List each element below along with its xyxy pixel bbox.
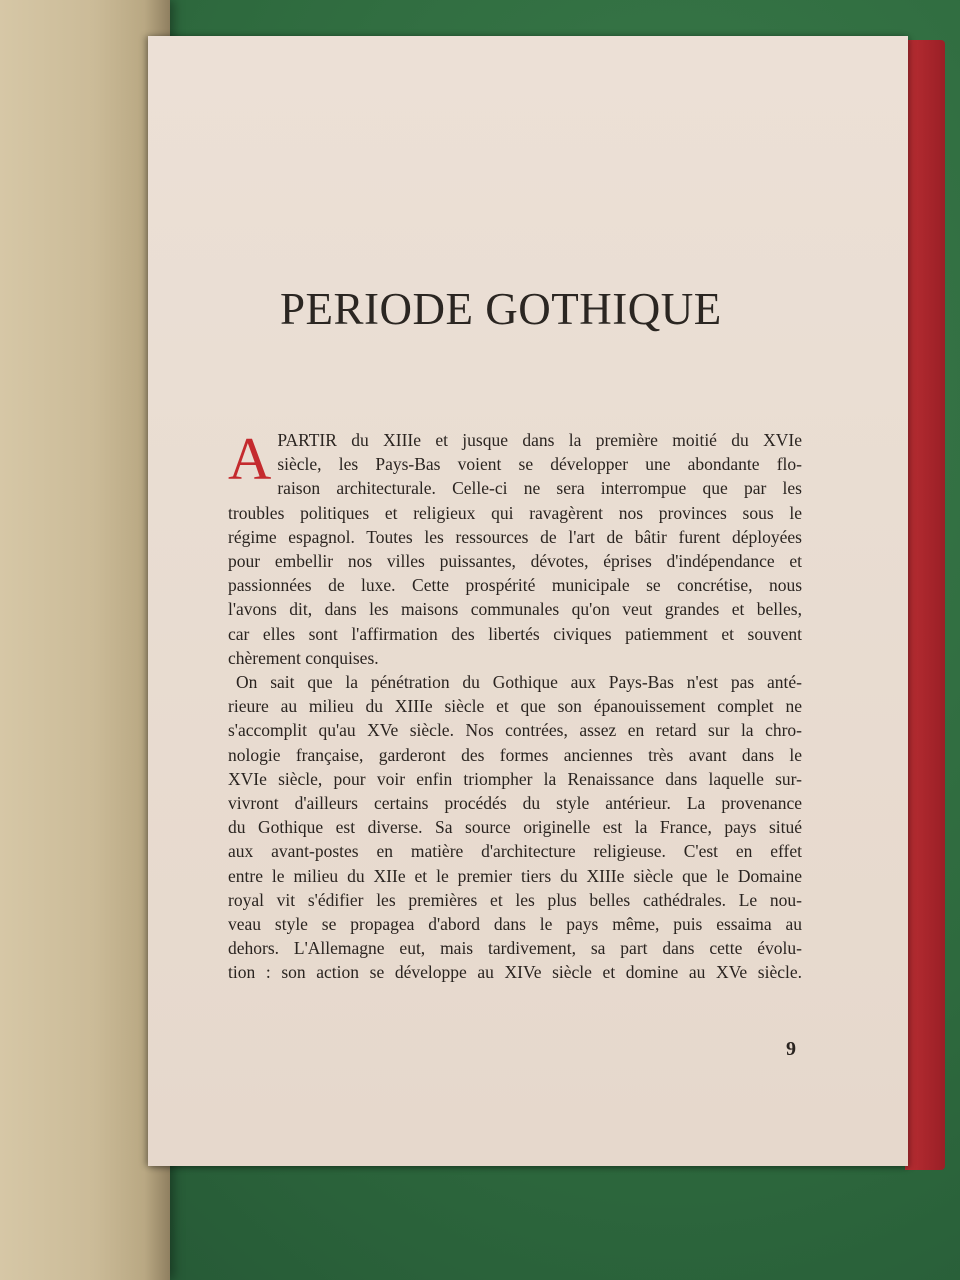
text-line: régime espagnol. Toutes les ressources de l'art de bâtir furent déployées	[228, 526, 802, 547]
text-line: chèrement conquises.	[228, 647, 379, 668]
book-cover-edge	[905, 40, 945, 1170]
text-line: dehors. L'Allemagne eut, mais tardivement, sa part dans cette évolu-	[228, 938, 802, 959]
text-line: l'avons dit, dans les maisons communales qu'on veut grandes et belles,	[228, 599, 802, 620]
text-line: du Gothique est diverse. Sa source originelle est la France, pays situé	[228, 817, 802, 838]
page-number: 9	[786, 1038, 796, 1060]
text-line: car elles sont l'affirmation des libertés civiques patiemment et souvent	[228, 623, 802, 644]
page-title: PERIODE GOTHIQUE	[280, 284, 722, 334]
text-line: XVIe siècle, pour voir enfin triompher la Renaissance dans laquelle sur-	[228, 768, 802, 789]
text-line: nologie française, garderont des formes anciennes très avant dans le	[228, 744, 802, 765]
text-line: vivront d'ailleurs certains procédés du style antérieur. La provenance	[228, 793, 802, 814]
text-line: rieure au milieu du XIIIe siècle et que son épanouissement complet ne	[228, 696, 802, 717]
text-line: aux avant-postes en matière d'architecture religieuse. C'est en effet	[228, 841, 802, 862]
paragraph-1	[228, 428, 802, 670]
text-line: PARTIR du XIIIe et jusque dans la première moitié du XVIe	[277, 430, 802, 450]
text-line: tion : son action se développe au XIVe siècle et domine au XVe siècle.	[228, 962, 802, 983]
text-line: raison architecturale. Celle-ci ne sera interrompue que par les	[277, 478, 802, 499]
text-line: s'accomplit qu'au XVe siècle. Nos contrées, assez en retard sur la chro-	[228, 720, 802, 741]
text-line: entre le milieu du XIIe et le premier tiers du XIIIe siècle que le Domaine	[228, 865, 802, 886]
body-text	[228, 428, 802, 985]
text-line: On sait que la pénétration du Gothique aux Pays-Bas n'est pas anté-	[236, 672, 802, 693]
text-line: royal vit s'édifier les premières et les plus belles cathédrales. Le nou-	[228, 889, 802, 910]
facing-page-text-fragment	[0, 0, 139, 135]
paragraph-2	[228, 670, 802, 985]
text-line: pour embellir nos villes puissantes, dévotes, éprises d'indépendance et	[228, 551, 802, 572]
drop-cap: A	[228, 426, 272, 492]
text-line: passionnées de luxe. Cette prospérité municipale se concrétise, nous	[228, 575, 802, 596]
text-line: troubles politiques et religieux qui ravagèrent nos provinces sous le	[228, 502, 802, 523]
facing-page	[0, 0, 170, 1280]
text-line: siècle, les Pays-Bas voient se développer une abondante flo-	[277, 454, 802, 475]
text-line: veau style se propagea d'abord dans le pays même, puis essaima au	[228, 914, 802, 935]
